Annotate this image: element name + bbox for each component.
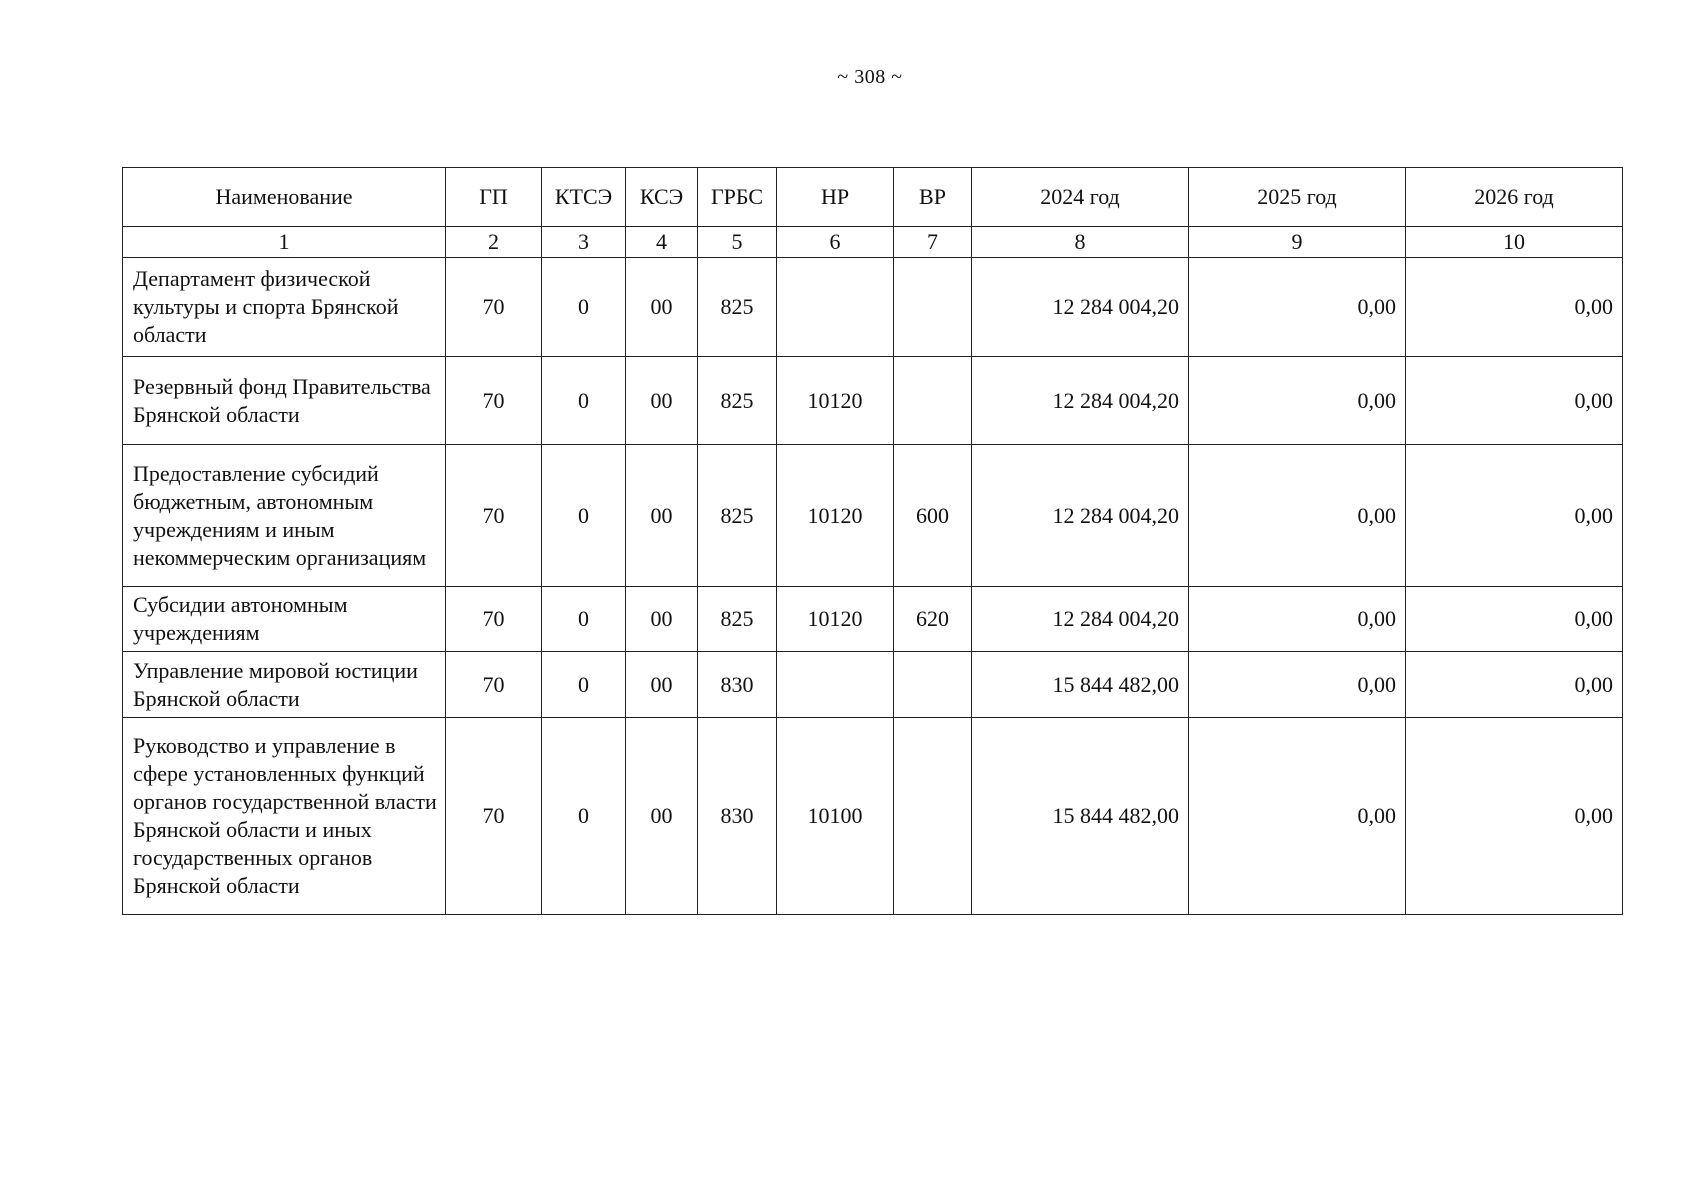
column-number: 8: [972, 227, 1189, 258]
cell-ktse: 0: [542, 652, 626, 718]
cell-2024: 12 284 004,20: [972, 587, 1189, 652]
cell-gp: 70: [446, 718, 542, 915]
header-cell: ВР: [894, 168, 972, 227]
table-row: [123, 587, 1623, 652]
budget-table: [122, 167, 1623, 915]
cell-2025: 0,00: [1189, 445, 1406, 587]
cell-vr: 620: [894, 587, 972, 652]
column-number: 3: [542, 227, 626, 258]
cell-grbs: 830: [698, 652, 777, 718]
header-cell: ГРБС: [698, 168, 777, 227]
cell-kse: 00: [626, 652, 698, 718]
row-name: Предоставление субсидий бюджетным, автономным учреждениям и иным некоммерческим организациям: [123, 445, 446, 587]
cell-gp: 70: [446, 445, 542, 587]
cell-gp: 70: [446, 652, 542, 718]
header-cell: Наименование: [123, 168, 446, 227]
cell-kse: 00: [626, 357, 698, 445]
cell-nr: 10100: [777, 718, 894, 915]
cell-vr: [894, 357, 972, 445]
cell-kse: 00: [626, 445, 698, 587]
table-row: [123, 718, 1623, 915]
cell-2026: 0,00: [1406, 587, 1623, 652]
column-number: 9: [1189, 227, 1406, 258]
cell-2024: 15 844 482,00: [972, 718, 1189, 915]
cell-2026: 0,00: [1406, 258, 1623, 357]
cell-grbs: 825: [698, 587, 777, 652]
cell-gp: 70: [446, 357, 542, 445]
cell-gp: 70: [446, 258, 542, 357]
cell-2026: 0,00: [1406, 445, 1623, 587]
cell-2026: 0,00: [1406, 718, 1623, 915]
cell-vr: 600: [894, 445, 972, 587]
cell-grbs: 825: [698, 258, 777, 357]
header-cell: НР: [777, 168, 894, 227]
column-number: 4: [626, 227, 698, 258]
cell-grbs: 825: [698, 445, 777, 587]
table-row: [123, 652, 1623, 718]
header-cell: 2024 год: [972, 168, 1189, 227]
cell-gp: 70: [446, 587, 542, 652]
cell-nr: [777, 652, 894, 718]
cell-2025: 0,00: [1189, 652, 1406, 718]
cell-kse: 00: [626, 258, 698, 357]
cell-nr: [777, 258, 894, 357]
cell-vr: [894, 718, 972, 915]
cell-2024: 12 284 004,20: [972, 357, 1189, 445]
header-cell: 2026 год: [1406, 168, 1623, 227]
cell-2024: 12 284 004,20: [972, 258, 1189, 357]
cell-vr: [894, 652, 972, 718]
header-cell: КСЭ: [626, 168, 698, 227]
cell-vr: [894, 258, 972, 357]
cell-2024: 12 284 004,20: [972, 445, 1189, 587]
cell-2025: 0,00: [1189, 357, 1406, 445]
cell-ktse: 0: [542, 258, 626, 357]
cell-nr: 10120: [777, 587, 894, 652]
header-row: [123, 168, 1623, 227]
cell-2026: 0,00: [1406, 357, 1623, 445]
table-row: [123, 445, 1623, 587]
cell-ktse: 0: [542, 718, 626, 915]
cell-ktse: 0: [542, 357, 626, 445]
table-row: [123, 357, 1623, 445]
page-number: ~ 308 ~: [837, 66, 903, 88]
cell-2026: 0,00: [1406, 652, 1623, 718]
cell-grbs: 830: [698, 718, 777, 915]
cell-nr: 10120: [777, 445, 894, 587]
column-number: 1: [123, 227, 446, 258]
column-number: 10: [1406, 227, 1623, 258]
header-cell: 2025 год: [1189, 168, 1406, 227]
cell-2025: 0,00: [1189, 258, 1406, 357]
column-number: 7: [894, 227, 972, 258]
cell-2025: 0,00: [1189, 718, 1406, 915]
column-number: 2: [446, 227, 542, 258]
column-number: 6: [777, 227, 894, 258]
cell-nr: 10120: [777, 357, 894, 445]
table-row: [123, 258, 1623, 357]
row-name: Управление мировой юстиции Брянской области: [123, 652, 446, 718]
cell-ktse: 0: [542, 445, 626, 587]
row-name: Резервный фонд Правительства Брянской области: [123, 357, 446, 445]
cell-kse: 00: [626, 718, 698, 915]
header-cell: КТСЭ: [542, 168, 626, 227]
column-number-row: [123, 227, 1623, 258]
cell-kse: 00: [626, 587, 698, 652]
cell-ktse: 0: [542, 587, 626, 652]
column-number: 5: [698, 227, 777, 258]
row-name: Руководство и управление в сфере установленных функций органов государственной власти Брянской области и иных государственных органов Брянской области: [123, 718, 446, 915]
cell-2025: 0,00: [1189, 587, 1406, 652]
row-name: Департамент физической культуры и спорта Брянской области: [123, 258, 446, 357]
cell-grbs: 825: [698, 357, 777, 445]
cell-2024: 15 844 482,00: [972, 652, 1189, 718]
header-cell: ГП: [446, 168, 542, 227]
row-name: Субсидии автономным учреждениям: [123, 587, 446, 652]
